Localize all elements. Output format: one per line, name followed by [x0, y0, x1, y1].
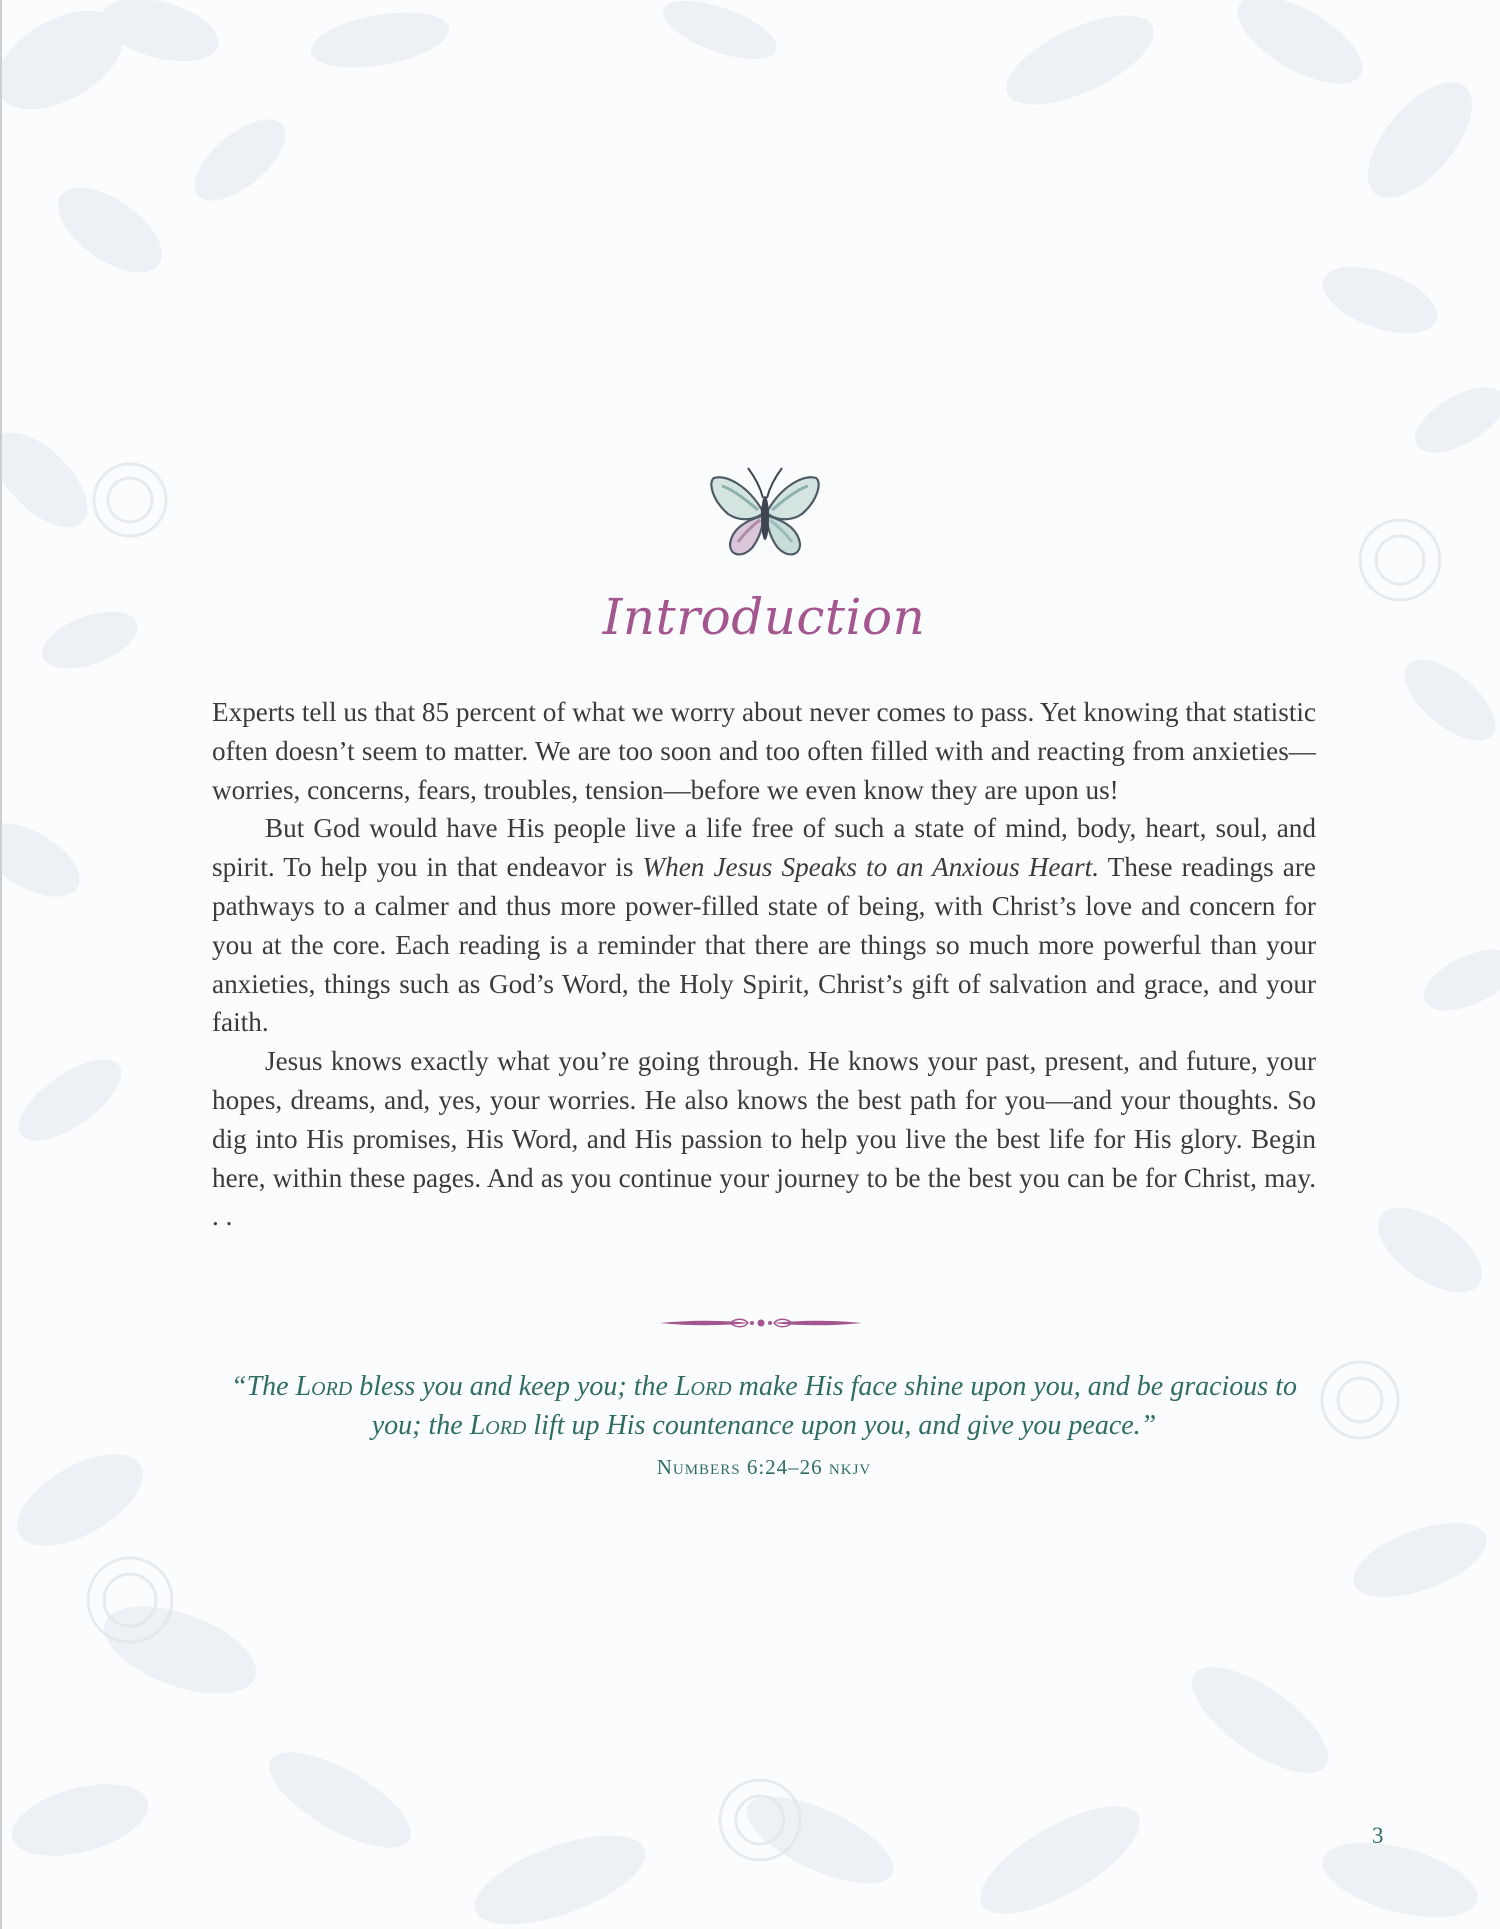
- paragraph-2-start: But God would have His people live a life free of such a state of mind, body, heart, soul, and spirit. To help you in that endeavor is: [212, 813, 1316, 883]
- butterfly-icon: [708, 456, 822, 568]
- book-title: When Jesus Speaks to an Anxious Heart.: [642, 852, 1099, 883]
- scripture-quote: [212, 1368, 1316, 1445]
- scripture-citation: [212, 1455, 1316, 1480]
- quote-text-1: “The: [231, 1371, 296, 1402]
- quote-text-2: bless you and keep you; the: [352, 1371, 675, 1402]
- page-number: 3: [1372, 1823, 1384, 1848]
- quote-lord-2: Lord: [674, 1371, 732, 1402]
- citation-version: nkjv: [828, 1455, 872, 1479]
- ornamental-divider: [660, 1314, 862, 1332]
- quote-lord-1: Lord: [295, 1371, 353, 1402]
- paragraph-2-end: These readings are pathways to a calmer and thus more power-filled state of being, with Christ’s love and concern for you at the core. Each reading is a reminder that there are things so much more powerful than your anxieties, things such as God’s Word, the Holy Spirit, Christ’s gift of salvation and grace, and your faith.: [212, 852, 1316, 1038]
- paragraph-3: Jesus knows exactly what you’re going through. He knows your past, present, and future, your hopes, dreams, and, yes, your worries. He also knows the best path for you—and your thoughts. So dig into His promises, His Word, and His passion to help you live the best life for His glory. Begin here, within these pages. And as you continue your journey to be the best you can be for Christ, may. . .: [212, 1046, 1316, 1232]
- quote-text-4: lift up His countenance upon you, and give you peace.”: [526, 1409, 1157, 1441]
- citation-reference: 6:24–26: [740, 1455, 829, 1479]
- page-edge-line: [0, 0, 2, 1929]
- introduction-body: [212, 693, 1316, 1236]
- paragraph-1: Experts tell us that 85 percent of what we worry about never comes to pass. Yet knowing that statistic often doesn’t seem to matter. We are too soon and too often filled with and reacting from anxieties—worries, concerns, fears, troubles, tension—before we even know they are upon us!: [212, 697, 1316, 805]
- page-title: Introduction: [602, 588, 926, 646]
- quote-lord-3: Lord: [469, 1409, 527, 1441]
- quote-text-3: make His face shine upon you, and be gracious to you; the: [371, 1371, 1297, 1441]
- paragraph-2: [212, 809, 1316, 1042]
- citation-book: Numbers: [656, 1455, 741, 1479]
